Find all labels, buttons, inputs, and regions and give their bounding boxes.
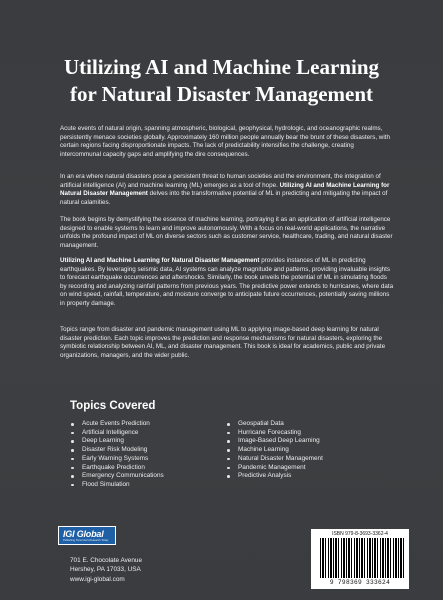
- topic-item: Emergency Communications: [70, 472, 164, 481]
- paragraph-2-text-start: In an era where natural disasters pose a persistent threat to human societies and the environment, the integration of artificial intelligence (AI) and machine learning (ML) emerges as a tool of hope.: [60, 173, 381, 189]
- description-paragraph-3: The book begins by demystifying the essence of machine learning, portraying it as an application of artificial intelligence designed to enable systems to learn and improve autonomously. With a focus on real-world applications, the narrative unfolds the profound impact of ML on diverse sectors such as customer service, healthcare, trading, and natural disaster management.: [60, 216, 393, 249]
- topic-item: Machine Learning: [226, 446, 323, 455]
- description-paragraph-2: [60, 173, 395, 207]
- topic-item: Hurricane Forecasting: [226, 429, 323, 438]
- paragraph-4-book-title: Utilizing AI and Machine Learning for Natural Disaster Management: [60, 257, 260, 264]
- address-city: Hershey, PA 17033, USA: [70, 566, 141, 574]
- book-title: [0, 54, 443, 108]
- publisher-logo: [58, 526, 116, 545]
- topics-heading: Topics Covered: [70, 400, 156, 412]
- paragraph-2-book-title: Utilizing AI and Machine Learning for Natural Disaster Management: [60, 181, 390, 198]
- topic-item: Deep Learning: [70, 437, 164, 446]
- paragraph-2-text-end: delves into the transformative potential of ML in predicting and mitigating the impact of natural calamities.: [60, 190, 388, 206]
- address-street: 701 E. Chocolate Avenue: [70, 557, 143, 564]
- topic-item: Natural Disaster Management: [226, 455, 323, 464]
- topic-item: Acute Events Prediction: [70, 420, 164, 429]
- topic-item: Predictive Analysis: [226, 472, 323, 481]
- description-paragraph-4: [60, 257, 395, 309]
- topic-item: Earthquake Prediction: [70, 464, 164, 473]
- publisher-website: www.igi-global.com: [70, 575, 125, 583]
- publisher-logo-tagline: Publishing Tomorrow's Research Today: [63, 539, 109, 542]
- topic-item: Artificial Intelligence: [70, 429, 164, 438]
- description-paragraph-1: Acute events of natural origin, spanning atmospheric, biological, geophysical, hydrologic, and oceanographic realms, persistently menace societies globally. Approximately 160 million people annually bear the brunt of these disasters, with certain regions facing disproportionate impacts. The lack of predictability intensifies the challenge, creating intercommunal capacity gaps and amplifying the dire consequences.: [60, 125, 390, 158]
- barcode-number: 9 798369 333624: [329, 579, 391, 586]
- description-paragraph-5: Topics range from disaster and pandemic management using ML to applying image-based deep learning for natural disaster prediction. Each topic improves the prediction and response mechanisms for natural disasters, exploring the symbiotic relationship between AI, ML, and disaster management. This book is ideal for academics, public and private organizations, managers, and the wider public.: [60, 326, 386, 359]
- topic-item: Geospatial Data: [226, 420, 323, 429]
- title-line-1: Utilizing AI and Machine Learning: [63, 55, 380, 79]
- paragraph-4-text: provides instances of ML in predicting earthquakes. By leveraging seismic data, AI systems can analyze magnitude and patterns, providing invaluable insights to forecast earthquake occurrences and aftershocks. Similarly, the book unveils the potential of ML in simulating floods by recording and analyzing rainfall patterns from previous years. The predictive power extends to hurricanes, where data on wind speed, rainfall, temperature, and moisture converge to anticipate future occurrences, potentially saving millions in property damage.: [60, 257, 394, 307]
- topic-item: Early Warning Systems: [70, 455, 164, 464]
- barcode-bars: [320, 538, 406, 578]
- isbn-label: ISBN 979-8-3693-3362-4: [332, 531, 388, 537]
- publisher-logo-name: IGI Global: [63, 529, 104, 539]
- publisher-address: [70, 556, 142, 584]
- topics-list-left: [70, 420, 164, 490]
- topic-item: Disaster Risk Modeling: [70, 446, 164, 455]
- topic-item: Pandemic Management: [226, 464, 323, 473]
- topic-item: Flood Simulation: [70, 481, 164, 490]
- topic-item: Image-Based Deep Learning: [226, 437, 323, 446]
- topics-list-right: [226, 420, 323, 481]
- title-line-2: for Natural Disaster Management: [69, 82, 374, 106]
- isbn-barcode: [311, 529, 409, 589]
